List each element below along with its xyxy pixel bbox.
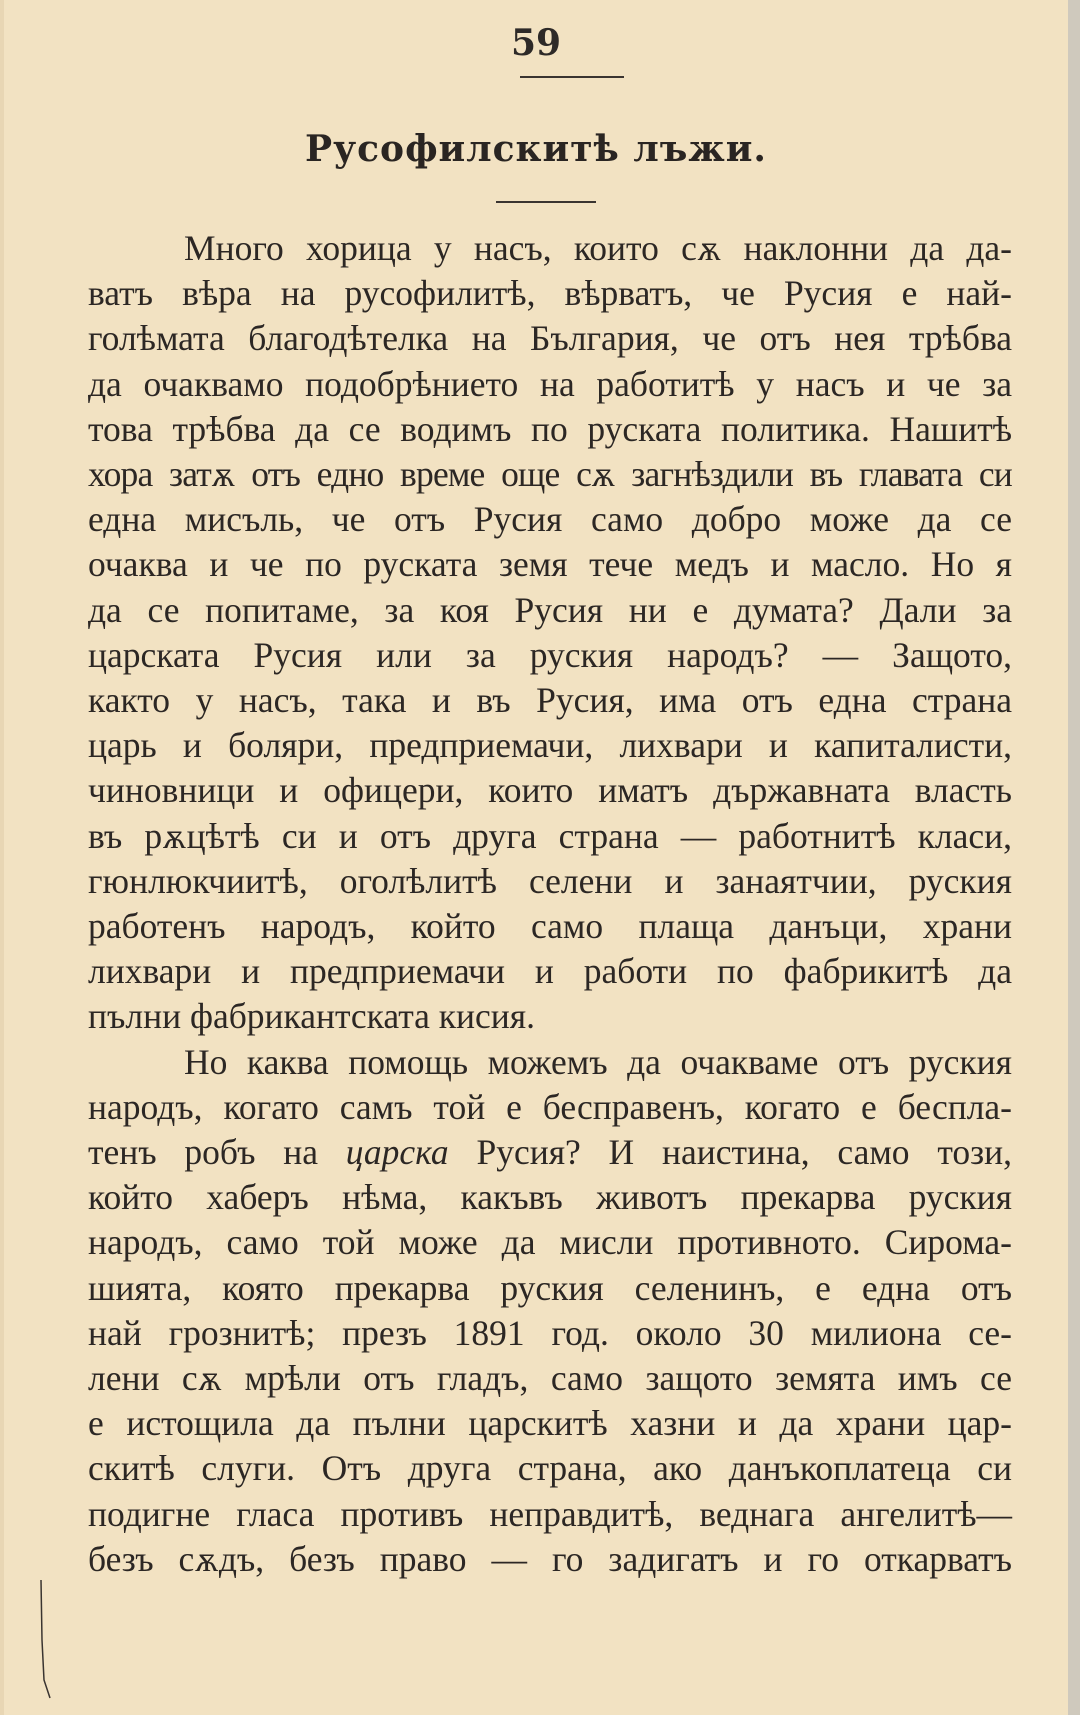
title-rule <box>496 201 596 203</box>
text-line: който хаберъ нѣма, какъвъ животъ прекарва руския <box>88 1177 1012 1218</box>
text-line: народъ, само той може да мисли противното. Сирома- <box>88 1222 1012 1263</box>
text-line: най грознитѣ; презъ 1891 год. около 30 милиона се- <box>88 1312 1012 1353</box>
text-line: царската Русия или за руския народъ? — Защото, <box>88 634 1012 675</box>
text-line: гюнлюкчиитѣ, оголѣлитѣ селени и занаятчии, руския <box>88 860 1012 901</box>
text-line: една мисъль, че отъ Русия само добро може да се <box>88 499 1012 540</box>
text-line: Много хорица у насъ, които сѫ наклонни да да- <box>184 228 1012 268</box>
text-line: ватъ вѣра на русофилитѣ, вѣрватъ, че Русия е най- <box>88 273 1012 314</box>
text-fragment: тенъ робъ на <box>88 1132 318 1173</box>
page-number-rule <box>520 76 624 78</box>
text-line: да се попитаме, за коя Русия ни е думата? Дали за <box>88 589 1012 630</box>
page-number: 59 <box>510 22 562 64</box>
text-line: пълни фабрикантската кисия. <box>88 996 536 1037</box>
text-line: голѣмата благодѣтелка на България, че отъ нея трѣбва <box>88 318 1012 359</box>
text-line: лихвари и предприемачи и работи по фабрикитѣ да <box>88 951 1012 992</box>
text-line: е истощила да пълни царскитѣ хазни и да храни цар- <box>88 1403 1012 1444</box>
text-line: както у насъ, така и въ Русия, има отъ една страна <box>88 680 1012 721</box>
text-line: чиновници и офицери, които иматъ държавната власть <box>88 770 1012 811</box>
margin-pencil-mark <box>38 1580 52 1700</box>
text-line: народъ, когато самъ той е беспpавенъ, когато е беспла- <box>88 1086 1012 1127</box>
text-line: безъ сѫдъ, безъ право — го задигатъ и го откарватъ <box>88 1538 1012 1579</box>
text-line: лени сѫ мрѣли отъ гладъ, само защото земята имъ се <box>88 1358 1012 1399</box>
text-line: хора затѫ отъ едно време още сѫ загнѣздили въ главата си <box>88 454 1012 495</box>
text-line: въ рѫцѣтѣ си и отъ друга страна — работнитѣ класи, <box>88 815 1012 856</box>
text-line: това трѣбва да се водимъ по руската политика. Нашитѣ <box>88 408 1012 449</box>
text-line: Но каква помощь можемъ да очакваме отъ руския <box>184 1041 1012 1082</box>
text-fragment: Русия? И наистина, само този, <box>476 1132 1013 1173</box>
text-line: шията, която прекарва руския селенинъ, е една отъ <box>88 1267 1012 1308</box>
chapter-title: Русофилскитѣ лъжи. <box>305 128 767 170</box>
italic-word: царска <box>345 1132 449 1173</box>
text-line: очаква и че по руската земя тече медъ и масло. Но я <box>88 544 1012 585</box>
text-line: подигне гласа противъ неправдитѣ, веднага ангелитѣ— <box>88 1493 1012 1534</box>
body-text <box>88 226 1012 1582</box>
text-line: царь и боляри, предприемачи, лихвари и капиталисти, <box>88 725 1012 766</box>
text-line: да очаквамо подобрѣнието на работитѣ у насъ и че за <box>88 363 1012 404</box>
text-line: скитѣ слуги. Отъ друга страна, ако данъкоплатеца си <box>88 1448 1012 1489</box>
text-line-with-italic <box>88 1130 1012 1175</box>
text-line: работенъ народъ, който само плаща данъци, храни <box>88 906 1012 947</box>
